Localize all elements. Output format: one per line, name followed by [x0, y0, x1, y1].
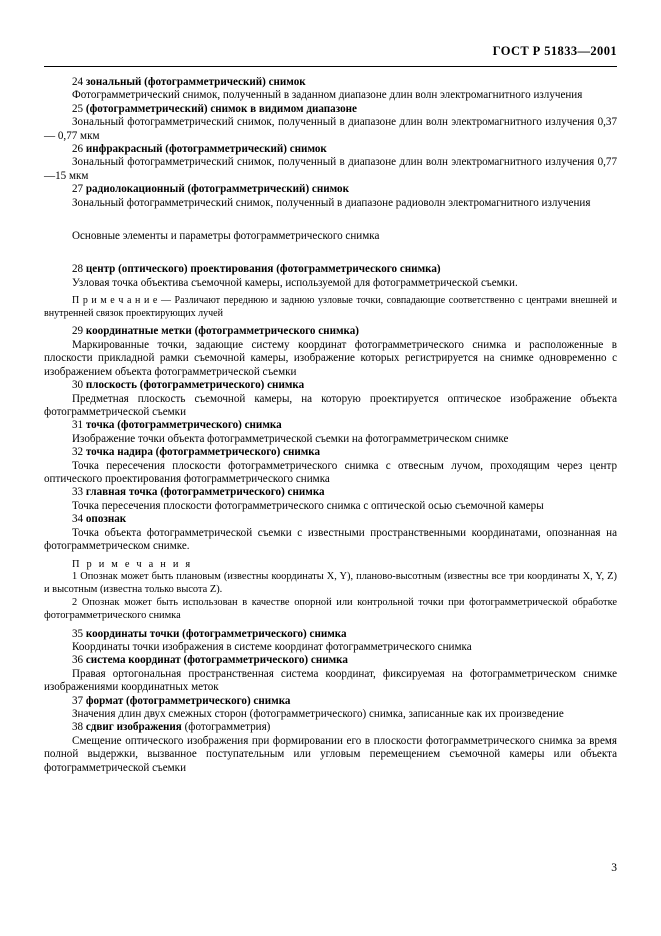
- term-entry: [44, 628, 617, 655]
- term-definition: Точка объекта фотограмметрической съемки с известными пространственными координатами, опознанная на фотограмметрическом снимке.: [44, 526, 617, 552]
- term-name: инфракрасный (фотограмметрический) снимок: [85, 143, 327, 156]
- term-entry: [44, 419, 617, 446]
- term-name: опознак: [85, 513, 127, 526]
- term-number: 34: [72, 513, 84, 526]
- term-heading: [44, 325, 617, 338]
- term-note: П р и м е ч а н и е — Различают переднюю и заднюю узловые точки, совпадающие соответственно с центрами внешней и внутренней связок проектирующих лучей: [44, 295, 617, 319]
- term-number: 36: [72, 654, 84, 667]
- term-definition: Зональный фотограмметрический снимок, полученный в диапазоне радиоволн электромагнитного излучения: [72, 196, 591, 209]
- term-definition: Изображение точки объекта фотограмметрической съемки на фотограмметрическом снимке: [72, 432, 509, 445]
- term-heading: [44, 103, 617, 116]
- term-definition: Зональный фотограмметрический снимок, полученный в диапазоне длин волн электромагнитного излучения 0,77—15 мкм: [44, 156, 617, 182]
- term-heading: [44, 143, 617, 156]
- term-number: 24: [72, 76, 84, 88]
- term-entry: [44, 103, 617, 143]
- term-definition: Правая ортогональная пространственная система координат, фиксируемая на фотограмметрическом снимке изображениями координатных меток: [44, 667, 617, 694]
- page-number: 3: [611, 862, 617, 874]
- term-heading: [44, 379, 617, 392]
- term-heading: [44, 76, 617, 89]
- term-heading: [44, 628, 617, 641]
- term-entry: [44, 183, 617, 210]
- section-heading: Основные элементы и параметры фотограмметрического снимка: [72, 230, 380, 243]
- term-name: зональный (фотограмметрический) снимок: [85, 76, 306, 88]
- term-heading: [44, 486, 617, 499]
- term-entry: [44, 379, 617, 419]
- term-name: формат (фотограмметрического) снимка: [85, 694, 291, 707]
- term-number: 27: [72, 183, 84, 196]
- term-entry: [44, 325, 617, 379]
- page-header: ГОСТ Р 51833—2001: [492, 44, 617, 58]
- notes-title: П р и м е ч а н и я: [72, 559, 193, 571]
- term-number: 29: [72, 325, 84, 338]
- term-heading: [44, 446, 617, 459]
- term-name: главная точка (фотограмметрического) снимка: [85, 486, 325, 499]
- term-qualifier: (фотограмметрия): [181, 721, 271, 734]
- term-heading: [44, 654, 617, 667]
- term-name: координатные метки (фотограмметрического снимка): [85, 325, 359, 338]
- term-number: 33: [72, 486, 84, 499]
- term-definition: Узловая точка объектива съемочной камеры, используемой для фотограмметрической съемки.: [72, 276, 518, 289]
- term-definition: Фотограмметрический снимок, полученный в заданном диапазоне длин волн электромагнитного излучения: [72, 89, 583, 102]
- note-item: [44, 571, 617, 597]
- term-name: плоскость (фотограмметрического) снимка: [85, 379, 305, 392]
- term-name: сдвиг изображения: [85, 721, 182, 734]
- term-definition: Координаты точки изображения в системе координат фотограмметрического снимка: [72, 640, 472, 653]
- term-name: радиолокационный (фотограмметрический) снимок: [85, 183, 349, 196]
- term-heading: [44, 513, 617, 526]
- header-rule: [44, 66, 617, 67]
- term-name: (фотограмметрический) снимок в видимом диапазоне: [85, 102, 357, 115]
- term-definition: Зональный фотограмметрический снимок, полученный в диапазоне длин волн электромагнитного излучения 0,37 — 0,77 мкм: [44, 116, 617, 142]
- term-name: точка (фотограмметрического) снимка: [85, 419, 282, 432]
- term-entry: [44, 513, 617, 622]
- term-number: 25: [72, 102, 84, 115]
- term-definition: Точка пересечения плоскости фотограмметрического снимка с оптической осью съемочной камеры: [72, 499, 544, 512]
- term-definition: Значения длин двух смежных сторон (фотограмметрического) снимка, записанные как их произведение: [72, 708, 564, 720]
- spacer: [44, 243, 617, 263]
- term-definition: Точка пересечения плоскости фотограмметрического снимка с отвесным лучом, проходящим через центр оптического проектирования фотограмметрического снимка: [44, 459, 617, 485]
- term-number: 35: [72, 627, 84, 640]
- term-number: 37: [72, 694, 84, 707]
- term-number: 32: [72, 446, 84, 459]
- term-number: 31: [72, 419, 84, 432]
- term-number: 26: [72, 143, 84, 156]
- term-number: 38: [72, 721, 84, 734]
- spacer: [44, 210, 617, 230]
- term-definition: Маркированные точки, задающие систему координат фотограмметрического снимка и расположенные в плоскости прикладной рамки съемочной камеры, изображение которых регистрируется на снимке одновременно с изображением объекта фотограмметрической съемки: [44, 338, 617, 378]
- term-name: координаты точки (фотограмметрического) снимка: [85, 627, 347, 640]
- term-heading: [44, 695, 617, 708]
- term-entry: [44, 263, 617, 320]
- term-definition: Смещение оптического изображения при формировании его в плоскости фотограмметрического снимка за время полной выдержки, вызванное поступательным или угловым перемещением съемочной камеры или объекта фотограмметрической съемки: [44, 734, 617, 774]
- term-entry: [44, 721, 617, 775]
- term-entry: [44, 76, 617, 103]
- term-number: 30: [72, 379, 84, 392]
- term-heading: [44, 419, 617, 432]
- term-entry: [44, 486, 617, 513]
- term-entry: [44, 654, 617, 694]
- term-heading: [44, 183, 617, 196]
- term-entry: [44, 446, 617, 486]
- term-heading: [44, 263, 617, 276]
- term-name: система координат (фотограмметрического) снимка: [85, 654, 348, 667]
- document-body: [44, 76, 617, 775]
- term-heading: [44, 721, 617, 734]
- note-item-text: 2 Опознак может быть использован в качестве опорной или контрольной точки при фотограмметрической обработке фотограмметрического снимка: [44, 596, 617, 621]
- note-item: [44, 597, 617, 623]
- term-name: точка надира (фотограмметрического) снимка: [85, 446, 321, 459]
- note-item-text: 1 Опознак может быть плановым (известны координаты X, Y), планово-высотным (известны все три координаты X, Y, Z) и высотным (известна только высота Z).: [44, 571, 617, 596]
- term-name: центр (оптического) проектирования (фотограмметрического снимка): [85, 263, 441, 276]
- term-entry: [44, 143, 617, 183]
- term-entry: [44, 695, 617, 722]
- term-number: 28: [72, 263, 84, 276]
- term-definition: Предметная плоскость съемочной камеры, на которую проектируется оптическое изображение объекта фотограмметрической съемки: [44, 392, 617, 418]
